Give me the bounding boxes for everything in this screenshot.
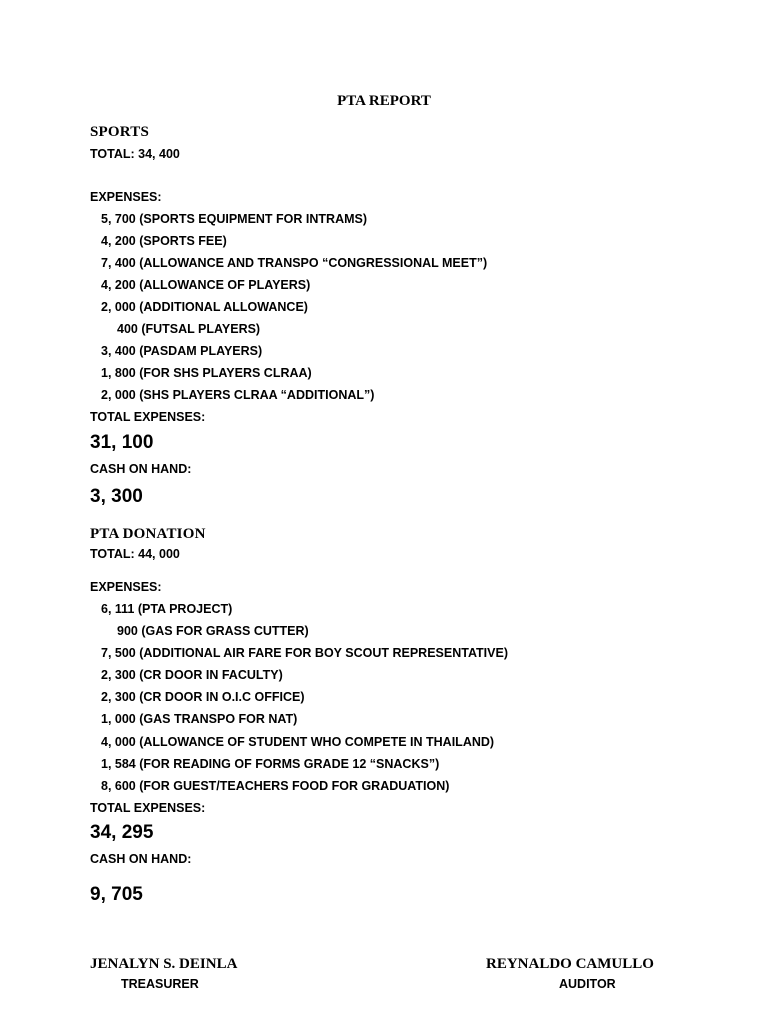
expense-item: 4, 200 (ALLOWANCE OF PLAYERS) — [101, 278, 311, 292]
expense-item: 400 (FUTSAL PLAYERS) — [117, 322, 261, 336]
total-expenses-value: 31, 100 — [90, 432, 154, 453]
auditor-title: AUDITOR — [559, 977, 616, 991]
expenses-label: EXPENSES: — [90, 580, 162, 594]
expense-item: 4, 200 (SPORTS FEE) — [101, 234, 227, 248]
page-title: PTA REPORT — [337, 93, 431, 109]
cash-on-hand-label: CASH ON HAND: — [90, 852, 192, 866]
section-total: TOTAL: 44, 000 — [90, 547, 180, 561]
expense-item: 6, 111 (PTA PROJECT) — [101, 602, 233, 616]
expense-item: 1, 000 (GAS TRANSPO FOR NAT) — [101, 712, 298, 726]
expense-item: 2, 300 (CR DOOR IN FACULTY) — [101, 668, 283, 682]
expense-item: 4, 000 (ALLOWANCE OF STUDENT WHO COMPETE IN THAILAND) — [101, 735, 495, 749]
cash-on-hand-value: 9, 705 — [90, 884, 143, 905]
total-expenses-label: TOTAL EXPENSES: — [90, 801, 206, 815]
expense-item: 3, 400 (PASDAM PLAYERS) — [101, 344, 263, 358]
total-expenses-value: 34, 295 — [90, 822, 154, 843]
section-heading: PTA DONATION — [90, 526, 206, 542]
auditor-name: REYNALDO CAMULLO — [486, 956, 654, 972]
expense-item: 1, 800 (FOR SHS PLAYERS CLRAA) — [101, 366, 312, 380]
section-total: TOTAL: 34, 400 — [90, 147, 180, 161]
treasurer-name: JENALYN S. DEINLA — [90, 956, 238, 972]
total-expenses-label: TOTAL EXPENSES: — [90, 410, 206, 424]
expense-item: 1, 584 (FOR READING OF FORMS GRADE 12 “SNACKS”) — [101, 757, 440, 771]
expense-item: 7, 400 (ALLOWANCE AND TRANSPO “CONGRESSIONAL MEET”) — [101, 256, 488, 270]
section-heading: SPORTS — [90, 124, 150, 140]
expenses-label: EXPENSES: — [90, 190, 162, 204]
expense-item: 7, 500 (ADDITIONAL AIR FARE FOR BOY SCOUT REPRESENTATIVE) — [101, 646, 508, 660]
expense-item: 8, 600 (FOR GUEST/TEACHERS FOOD FOR GRADUATION) — [101, 779, 450, 793]
cash-on-hand-value: 3, 300 — [90, 486, 143, 507]
expense-item: 2, 000 (SHS PLAYERS CLRAA “ADDITIONAL”) — [101, 388, 375, 402]
expense-item: 2, 300 (CR DOOR IN O.I.C OFFICE) — [101, 690, 305, 704]
expense-item: 900 (GAS FOR GRASS CUTTER) — [117, 624, 309, 638]
expense-item: 5, 700 (SPORTS EQUIPMENT FOR INTRAMS) — [101, 212, 368, 226]
treasurer-title: TREASURER — [121, 977, 199, 991]
expense-item: 2, 000 (ADDITIONAL ALLOWANCE) — [101, 300, 308, 314]
cash-on-hand-label: CASH ON HAND: — [90, 462, 192, 476]
